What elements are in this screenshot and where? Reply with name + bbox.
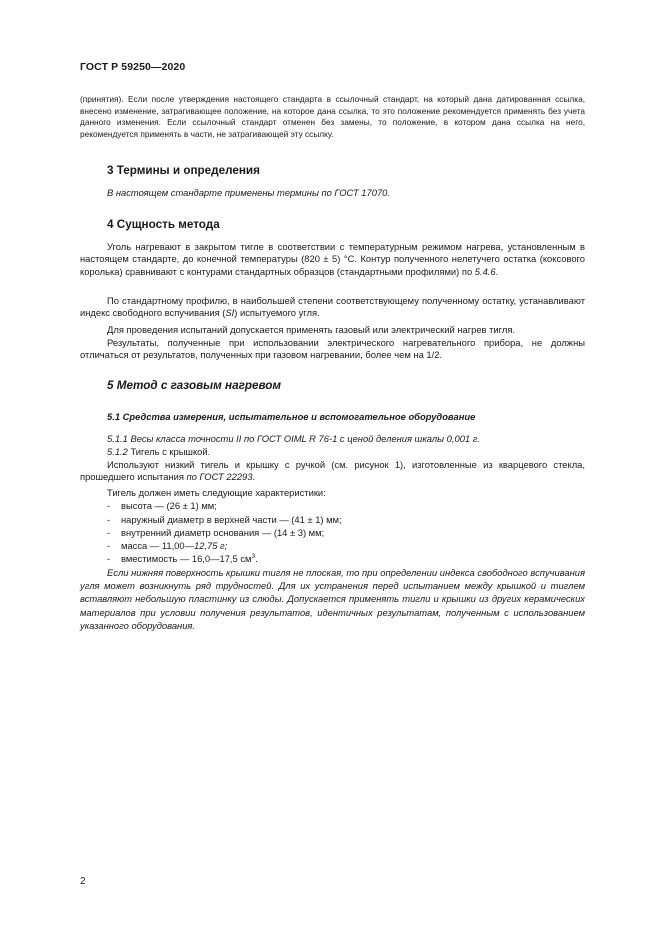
document-header: ГОСТ Р 59250—2020	[80, 61, 186, 73]
list-item: - масса — 11,00—12,75 г;	[107, 540, 228, 551]
intro-paragraph: (принятия). Если после утверждения настоящего стандарта в ссылочный стандарт, на который дана датированная ссылка, внесено изменение, затрагивающее положение, на которое дана ссылка, то это положение рекомендуется применять без учета данного изменения. Если ссылочный стандарт отменен без замены, то положение, в котором дана ссылка на него, рекомендуется применять в части, не затрагивающей эту ссылку.	[80, 94, 585, 139]
clause-5-1-2: 5.1.2 Тигель с крышкой.	[107, 446, 211, 457]
section-3-text: В настоящем стандарте применены термины по ГОСТ 17070.	[107, 187, 390, 198]
list-item: - внутренний диаметр основания — (14 ± 3) мм;	[107, 527, 325, 538]
subsection-5-1-title: 5.1 Средства измерения, испытательное и вспомогательное оборудование	[107, 411, 476, 422]
note-paragraph: Если нижняя поверхность крышки тигля не плоская, то при определении индекса свободного вспучивания угля может возникнуть ряд трудностей. Для их устранения перед испытанием между крышкой и тиглем вставляют небольшую пластинку из слюды. Допускается применять тигли и крышки из других керамических материалов при условии получения результатов, идентичных результатам, полученным с использованием указанного оборудования.	[80, 567, 585, 631]
section-4-paragraph-2: По стандартному профилю, в наибольшей степени соответствующему полученному остатку, устанавливают индекс свободного вспучивания (SI) испытуемого угля.	[80, 295, 585, 319]
clause-5-1-2-text: Используют низкий тигель и крышку с ручкой (см. рисунок 1), изготовленные из кварцевого стекла, прошедшего испытания по ГОСТ 22293.	[80, 459, 585, 483]
section-4-paragraph-3: Для проведения испытаний допускается применять газовый или электрический нагрев тигля.	[107, 324, 516, 335]
section-4-title: 4 Сущность метода	[107, 218, 220, 231]
list-item: - наружный диаметр в верхней части — (41 ± 1) мм;	[107, 514, 342, 525]
section-3-title: 3 Термины и определения	[107, 164, 260, 177]
list-item: - вместимость — 16,0—17,5 $см^3$.	[107, 552, 258, 564]
clause-5-1-1: 5.1.1 Весы класса точности II по ГОСТ OIML R 76-1 с ценой деления шкалы 0,001 г.	[107, 433, 480, 444]
section-4-paragraph-1: Уголь нагревают в закрытом тигле в соответствии с температурным режимом нагрева, установленным в настоящем стандарте, до конечной температуры (820 ± 5) °С. Контур полученного нелетучего остатка (коксового королька) сравнивают с контурами стандартных образцов (стандартными профилями) по 5.4.6.	[80, 241, 585, 277]
list-item: - высота — (26 ± 1) мм;	[107, 500, 217, 511]
section-5-title: 5 Метод с газовым нагревом	[107, 379, 282, 392]
section-4-paragraph-4: Результаты, полученные при использовании электрического нагревательного прибора, не должны отличаться от результатов, полученных при газовом нагревании, более чем на 1/2.	[80, 337, 585, 361]
crucible-characteristics-intro: Тигель должен иметь следующие характеристики:	[107, 487, 326, 498]
page-number: 2	[80, 876, 86, 887]
